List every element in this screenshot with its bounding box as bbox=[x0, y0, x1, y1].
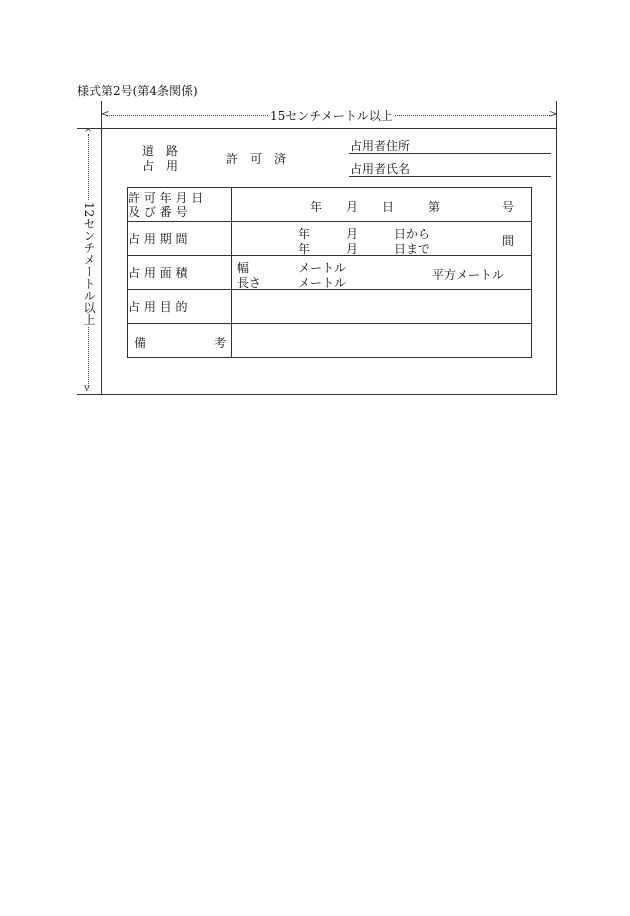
period-to-day: 日まで bbox=[394, 242, 431, 256]
arrow-left-icon: < bbox=[101, 109, 110, 120]
width-dimension-label: 15センチメートル以上 bbox=[270, 109, 393, 123]
area-width-label: 幅 bbox=[237, 261, 250, 275]
period-from-day: 日から bbox=[394, 227, 431, 241]
occupant-address-underline bbox=[349, 153, 551, 154]
stamp-permitted-label: 許 可 済 bbox=[226, 152, 287, 166]
permit-dai-unit: 第 bbox=[428, 200, 441, 214]
frame-right-border bbox=[556, 101, 557, 395]
area-label: 占 用 面 積 bbox=[128, 266, 188, 280]
area-length-label: 長さ bbox=[237, 276, 262, 290]
area-value-cell bbox=[232, 256, 532, 290]
table-row-purpose bbox=[128, 290, 532, 324]
permit-year-unit: 年 bbox=[310, 200, 323, 214]
form-title: 様式第2号(第4条関係) bbox=[77, 84, 198, 98]
permit-number-label: 及 び 番 号 bbox=[128, 204, 188, 219]
permit-day-unit: 日 bbox=[382, 200, 395, 214]
purpose-label-cell bbox=[128, 290, 232, 324]
period-from-year: 年 bbox=[298, 227, 311, 241]
remarks-label-first: 備 bbox=[134, 336, 147, 350]
purpose-label: 占 用 目 的 bbox=[128, 300, 188, 314]
area-width-unit: メートル bbox=[298, 261, 347, 275]
permit-month-unit: 月 bbox=[346, 200, 359, 214]
table-row-remarks bbox=[128, 324, 532, 358]
table-row-area bbox=[128, 256, 532, 290]
area-label-cell bbox=[128, 256, 232, 290]
permit-value-cell bbox=[232, 188, 532, 222]
arrow-down-icon: v bbox=[84, 383, 90, 394]
frame-left-border bbox=[101, 101, 102, 395]
period-value-cell bbox=[232, 222, 532, 256]
area-sqm-unit: 平方メートル bbox=[432, 268, 505, 282]
remarks-label-cell bbox=[128, 324, 232, 358]
height-dimension-label: 12センチメートル以上 bbox=[82, 202, 96, 326]
purpose-value-cell bbox=[232, 290, 532, 324]
table-row-period bbox=[128, 222, 532, 256]
period-label-cell bbox=[128, 222, 232, 256]
frame-bottom-border bbox=[77, 394, 557, 395]
permit-label-cell bbox=[128, 188, 232, 222]
period-to-month: 月 bbox=[346, 242, 359, 256]
permit-date-label: 許 可 年 月 日 bbox=[128, 190, 204, 205]
period-label: 占 用 期 間 bbox=[128, 232, 188, 246]
area-length-unit: メートル bbox=[298, 276, 347, 290]
occupant-name-underline bbox=[349, 176, 551, 177]
occupant-name-label: 占用者氏名 bbox=[350, 162, 411, 176]
permit-go-unit: 号 bbox=[502, 200, 515, 214]
table-row-permit bbox=[128, 188, 532, 222]
occupant-address-label: 占用者住所 bbox=[350, 139, 411, 153]
remarks-label-second: 考 bbox=[214, 336, 227, 350]
frame-top-border bbox=[77, 128, 557, 129]
arrow-right-icon: > bbox=[549, 109, 558, 120]
period-duration-unit: 間 bbox=[502, 234, 515, 248]
stamp-road-label: 道 路 bbox=[142, 144, 179, 158]
remarks-value-cell bbox=[232, 324, 532, 358]
permit-details-table bbox=[127, 187, 532, 358]
stamp-occupy-label: 占 用 bbox=[142, 159, 179, 173]
period-to-year: 年 bbox=[298, 242, 311, 256]
period-from-month: 月 bbox=[346, 227, 359, 241]
arrow-up-icon: ^ bbox=[84, 128, 93, 139]
